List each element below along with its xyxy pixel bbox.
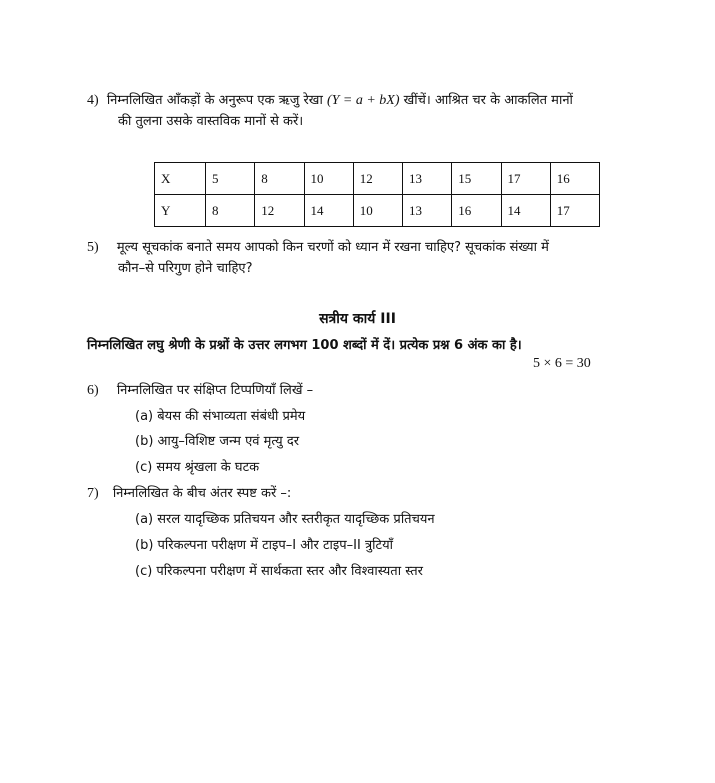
- question-text: निम्नलिखित आँकड़ों के अनुरूप एक ऋजु रेखा: [106, 93, 323, 108]
- question-6: [87, 380, 313, 401]
- table-cell: 15: [452, 163, 501, 195]
- table-cell: 14: [501, 195, 550, 227]
- table-cell: 8: [255, 163, 304, 195]
- table-cell: 17: [550, 195, 599, 227]
- table-cell: 13: [403, 195, 452, 227]
- question-text: निम्नलिखित के बीच अंतर स्पष्ट करें –:: [112, 486, 292, 501]
- table-cell: 14: [304, 195, 353, 227]
- question-5-line-2: कौन–से परिगुण होने चाहिए?: [118, 261, 253, 276]
- table-cell: 10: [353, 195, 402, 227]
- question-4: [87, 90, 573, 111]
- question-number: 6): [87, 383, 99, 398]
- question-text: निम्नलिखित पर संक्षिप्त टिप्पणियाँ लिखें –: [116, 383, 314, 398]
- table-cell: 12: [255, 195, 304, 227]
- list-item: (b) आयु–विशिष्ट जन्म एवं मृत्यु दर: [135, 434, 300, 449]
- question-7: [87, 483, 291, 504]
- question-text-cont: खींचें। आश्रित चर के आकलित मानों: [403, 93, 573, 108]
- table-cell: 10: [304, 163, 353, 195]
- question-text: मूल्य सूचकांक बनाते समय आपको किन चरणों को ध्यान में रखना चाहिए? सूचकांक संख्या में: [116, 240, 549, 255]
- table-cell: 17: [501, 163, 550, 195]
- section-instruction: निम्नलिखित लघु श्रेणी के प्रश्नों के उत्तर लगभग 100 शब्दों में दें। प्रत्येक प्रश्न 6 अंक का है।: [87, 338, 522, 353]
- question-number: 5): [87, 240, 99, 255]
- equation: (Y = a + bX): [326, 93, 400, 108]
- question-number: 4): [87, 93, 99, 108]
- question-4-line-2: की तुलना उसके वास्तविक मानों से करें।: [118, 114, 304, 129]
- list-item: (a) बेयस की संभाव्यता संबंधी प्रमेय: [135, 409, 306, 424]
- table-cell: 16: [550, 163, 599, 195]
- table-row: [155, 195, 600, 227]
- data-table: [154, 162, 600, 227]
- question-number: 7): [87, 486, 99, 501]
- table-cell: 8: [206, 195, 255, 227]
- question-5: [87, 237, 549, 258]
- list-item: (c) परिकल्पना परीक्षण में सार्थकता स्तर और विश्वास्यता स्तर: [135, 564, 424, 579]
- table-cell: 5: [206, 163, 255, 195]
- table-cell: 12: [353, 163, 402, 195]
- marks-formula: 5 × 6 = 30: [533, 356, 591, 371]
- list-item: (c) समय श्रृंखला के घटक: [135, 460, 260, 475]
- list-item: (a) सरल यादृच्छिक प्रतिचयन और स्तरीकृत यादृच्छिक प्रतिचयन: [135, 512, 435, 527]
- section-title: सत्रीय कार्य III: [319, 311, 396, 327]
- row-label: X: [155, 163, 206, 195]
- table-cell: 13: [403, 163, 452, 195]
- row-label: Y: [155, 195, 206, 227]
- table-cell: 16: [452, 195, 501, 227]
- table-row: [155, 163, 600, 195]
- list-item: (b) परिकल्पना परीक्षण में टाइप–I और टाइप–II त्रुटियाँ: [135, 538, 393, 553]
